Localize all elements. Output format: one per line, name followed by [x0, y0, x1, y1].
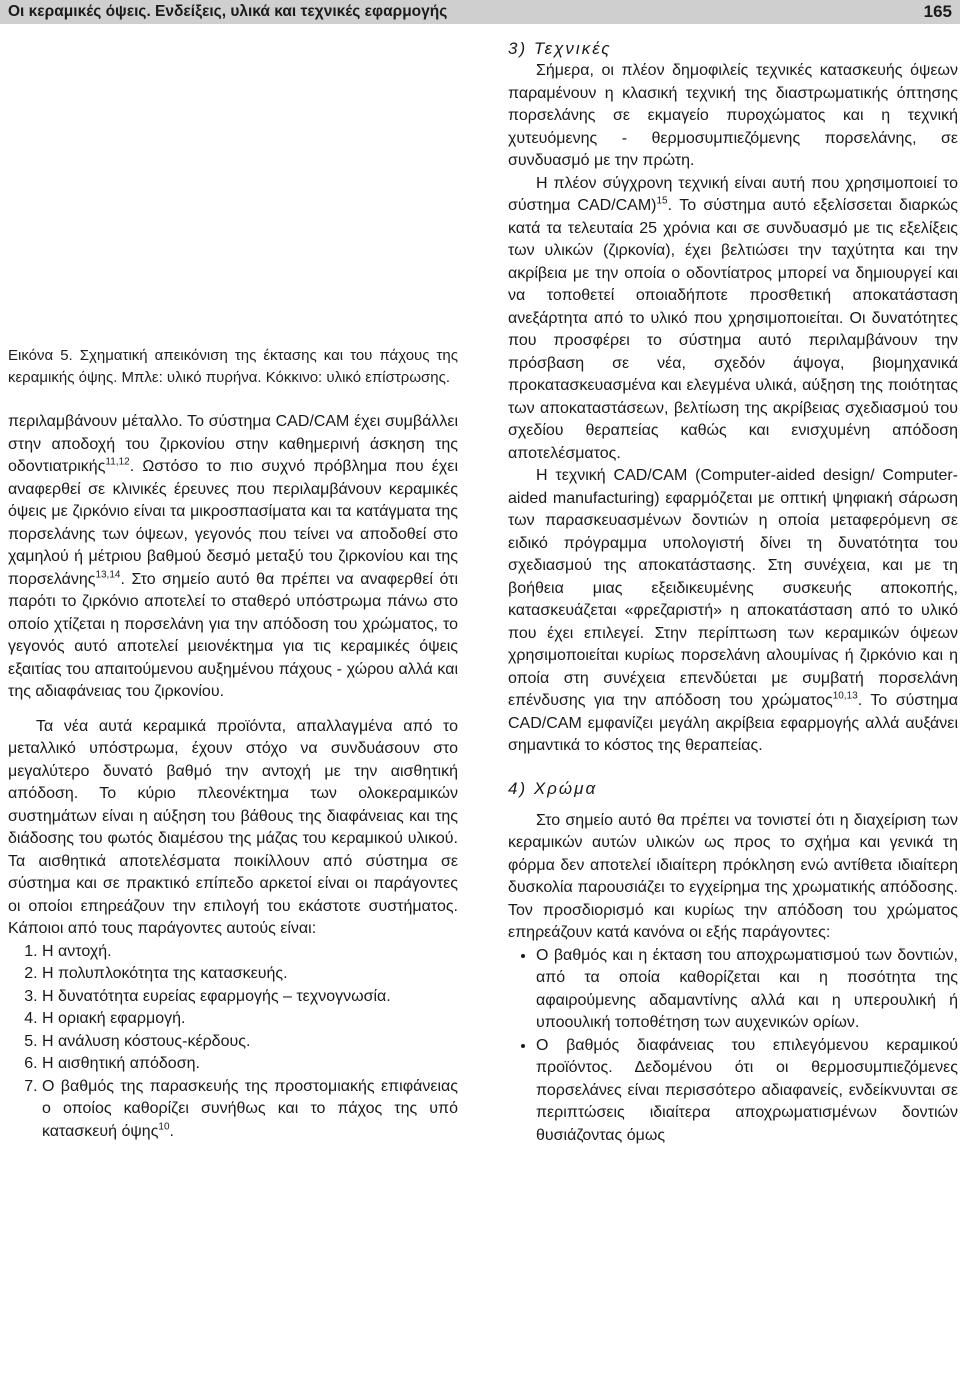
list-item-end: .	[169, 1122, 174, 1140]
right-column	[508, 38, 958, 1147]
citation: 10,13	[832, 690, 858, 702]
citation: 10	[158, 1121, 170, 1133]
paragraph-text: Η πλέον σύγχρονη τεχνική είναι αυτή που χρησιμοποιεί το σύστημα CAD/CAM)	[508, 174, 958, 214]
section-title-techniques: 3) Τεχνικές	[508, 39, 612, 58]
paragraph-text: . Το σύστημα αυτό εξελίσσεται διαρκώς κατά τα τελευταία 25 χρόνια και σε συνδυασμό με τις εξελίξεις των υλικών (ζιρκονία), έχει βελτιώσει την ταχύτητα και την ακρίβεια με την οποία ο οδοντίατρος μπορεί να δημιουργεί και να τοποθετεί οποιαδήποτε προσθετική αποκατάσταση ανεξάρτητα από το υλικό που χρησιμοποιείται. Οι δυνατότητες που προσφέρει το σύστημα αυτό περιλαμβάνουν την πρόσβαση σε νέα, σχεδόν άψογα, βιομηχανικά προκατασκευασμένα και ελεγμένα υλικά, αύξηση της ποιότητας των αποκαταστάσεων, βελτίωση της ακρίβειας σχεδιασμού του σχεδίου θεραπείας καθώς και ενισχυμένη απόδοση αποτελέσματος.	[508, 197, 958, 462]
citation: 11,12	[105, 456, 130, 468]
list-item-text: Ο βαθμός της παρασκευής της προστομιακής επιφάνειας ο οποίος καθορίζει συνήθως και το πάχος της υπό κατασκευή όψης	[42, 1077, 458, 1140]
factors-list	[8, 941, 458, 1144]
list-item: 5. Η ανάλυση κόστους-κέρδους.	[42, 1031, 458, 1054]
page-number: 165	[923, 2, 952, 21]
list-item: • Ο βαθμός διαφάνειας του επιλεγόμενου κεραμικού προϊόντος. Δεδομένου ότι οι θερμοσυμπιεζόμενες πορσελάνες είναι περισσότερο αδιαφανείς, ενδείκνυνται σε περιπτώσεις ιδιαίτερα αποχρωματισμένων δοντιών θυσιάζοντας όμως	[536, 1035, 958, 1148]
paragraph	[508, 465, 958, 758]
figure-5-image	[128, 38, 444, 353]
paragraph: Στο σημείο αυτό θα πρέπει να τονιστεί ότι η διαχείριση των κεραμικών αυτών υλικών ως προς το σχήμα και γενικά τη φόρμα δεν αποτελεί ιδιαίτερη πρόκληση ενώ αντίθετα ιδιαίτερη δυσκολία παρουσιάζει το εγχείρημα της χρωματικής απόδοσης. Τον προσδιορισμό και κυρίως την απόδοση του χρώματος επηρεάζουν κατά κανόνα οι εξής παράγοντες:	[508, 811, 958, 941]
list-item: 2. Η πολυπλοκότητα της κατασκευής.	[42, 963, 458, 986]
citation: 13,14	[95, 569, 121, 581]
paragraph	[8, 411, 458, 704]
list-item: 1. Η αντοχή.	[42, 941, 458, 964]
list-item: • Ο βαθμός και η έκταση του αποχρωματισμού των δοντιών, από τα οποία καθορίζεται και η ποσότητα της αφαιρούμενης αδαμαντίνης αλλά και η υπερουλική ή υποουλική τοποθέτηση των αυχενικών ορίων.	[536, 945, 958, 1035]
paragraph-text: . Στο σημείο αυτό θα πρέπει να αναφερθεί ότι παρότι το ζιρκόνιο αποτελεί το σταθερό υπόστρωμα πάνω στο οποίο χτίζεται η πορσελάνη για την απόδοση του χρώματος, το γεγονός αυτό αποτελεί μειονέκτημα για τις κεραμικές όψεις εξαιτίας του απαιτούμενου αυξημένου πάχους - χώρου αλλά και της αδιαφάνειας του ζιρκονίου.	[8, 570, 458, 700]
list-item: 6. Η αισθητική απόδοση.	[42, 1053, 458, 1076]
paragraph-text: . Ωστόσο το πιο συχνό πρόβλημα που έχει αναφερθεί σε κλινικές έρευνες που περιλαμβάνουν κεραμικές όψεις με ζιρκόνιο είναι τα μικροσπασίματα και τα κατάγματα της πορσελάνης των όψεων, γεγονός που τείνει να αποδοθεί στο χαμηλού ή μέτριου βαθμού δεσμό μεταξύ του ζιρκονίου και της πορσελάνης	[8, 458, 458, 588]
section-title-color: 4) Χρώμα	[508, 778, 598, 798]
list-item: 3. Η δυνατότητα ευρείας εφαρμογής – τεχνογνωσία.	[42, 986, 458, 1009]
citation: 15	[656, 195, 668, 207]
paragraph	[508, 173, 958, 466]
figure-caption: Εικόνα 5. Σχηματική απεικόνιση της έκτασης και του πάχους της κεραμικής όψης. Μπλε: υλικό πυρήνα. Κόκκινο: υλικό επίστρωσης.	[8, 347, 458, 386]
paragraph: Τα νέα αυτά κεραμικά προϊόντα, απαλλαγμένα από το μεταλλικό υπόστρωμα, έχουν στόχο να συνδυάσουν στο μεγαλύτερο δυνατό βαθμό την αντοχή με την αισθητική απόδοση. Το κύριο πλεονέκτημα των ολοκεραμικών συστημάτων είναι η αύξηση του βάθους της διαφάνειας και της διάδοσης του φωτός διαμέσου της μάζας του κεραμικού υλικού. Τα αισθητικά αποτελέσματα ποικίλλουν από σύστημα σε σύστημα και σε πρακτικό επίπεδο αρκετοί είναι οι παράγοντες οι οποίοι επηρεάζουν την επιλογή του εκάστοτε συστήματος. Κάποιοι από τους παράγοντες αυτούς είναι:	[8, 717, 458, 937]
paragraph-text: περιλαμβάνουν μέταλλο. Το σύστημα CAD/CAM έχει συμβάλλει στην αποδοχή του ζιρκονίου στην καθημερινή άσκηση της οδοντιατρικής	[8, 413, 458, 475]
paragraph: Σήμερα, οι πλέον δημοφιλείς τεχνικές κατασκευής όψεων παραμένουν η κλασική τεχνική της διαστρωματικής όπτησης πορσελάνης σε εκμαγείο πυροχώματος και η τεχνική χυτευόμενης - θερμοσυμπιεζόμενης πορσελάνης, σε συνδυασμό με την πρώτη.	[508, 62, 958, 169]
color-factors-list	[508, 945, 958, 1148]
left-column	[8, 38, 458, 1143]
running-header	[0, 0, 960, 24]
list-item	[42, 1076, 458, 1144]
list-item: 4. Η οριακή εφαρμογή.	[42, 1008, 458, 1031]
paragraph-text: . Το σύστημα CAD/CAM εμφανίζει μεγάλη ακρίβεια εφαρμογής αλλά αυξάνει σημαντικά το κόστος της θεραπείας.	[508, 692, 958, 754]
paragraph-text: Η τεχνική CAD/CAM (Computer-aided design/ Computer-aided manufacturing) εφαρμόζεται με οπτική ψηφιακή σάρωση των παρασκευασμένων δοντιών η οποία μεταφερόμενη σε ειδικό πρόγραμμα υπολογιστή δίνει τη δυνατότητα του σχεδιασμού της αποκατάστασης. Στη συνέχεια, και με τη βοήθεια μιας εξειδικευμένης συσκευής αποκοπής, κατασκευάζεται «φρεζαριστή» η αποκατάσταση από το υλικό που έχει επιλεγεί. Στην περίπτωση των κεραμικών όψεων χρησιμοποιείται κυρίως πορσελάνη αλουμίνας ή ζιρκόνιο και η οποία στη συνέχεια επενδύεται με συμβατή πορσελάνη επένδυσης για την απόδοση του χρώματος	[508, 467, 958, 709]
header-title: Οι κεραμικές όψεις. Ενδείξεις, υλικά και τεχνικές εφαρμογής	[8, 3, 448, 20]
